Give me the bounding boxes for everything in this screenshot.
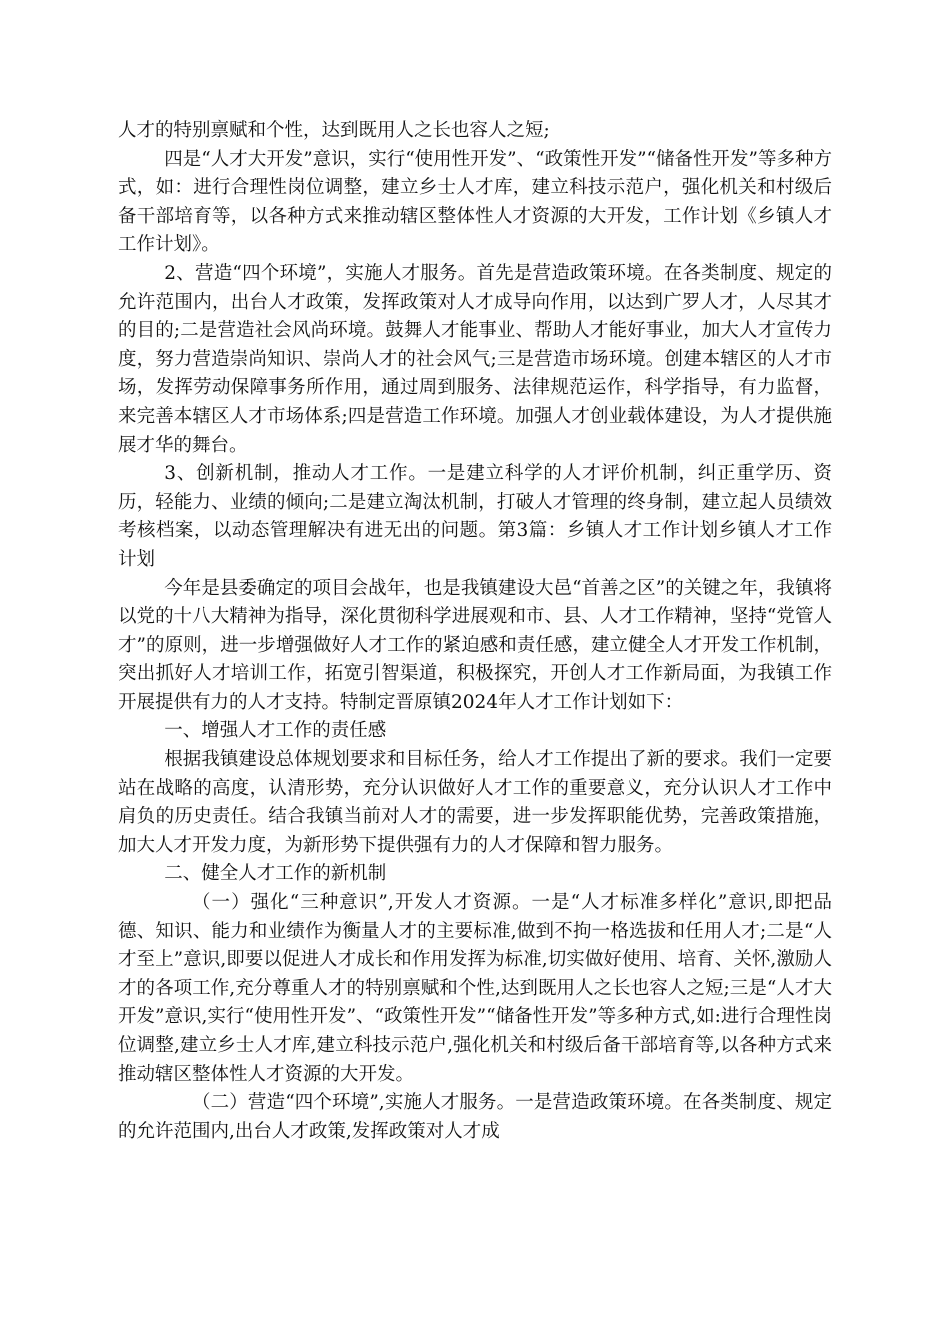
paragraph-3: 2、营造“四个环境”，实施人才服务。首先是营造政策环境。在各类制度、规定的允许范围内，出台人才政策，发挥政策对人才成导向作用，以达到广罗人才，人尽其才的目的;二是营造社会风尚环境。鼓舞人才能事业、帮助人才能好事业，加大人才宣传力度，努力营造崇尚知识、崇尚人才的社会风气;三是营造市场环境。创建本辖区的人才市场，发挥劳动保障事务所作用，通过周到服务、法律规范运作，科学指导，有力监督，来完善本辖区人才市场体系;四是营造工作环境。加强人才创业载体建设，为人才提供施展才华的舞台。 (118, 262, 832, 456)
paragraph-6: 根据我镇建设总体规划要求和目标任务，给人才工作提出了新的要求。我们一定要站在战略的高度，认清形势，充分认识做好人才工作的重要意义，充分认识人才工作中肩负的历史责任。结合我镇当前对人才的需要，进一步发挥职能优势，完善政策措施，加大人才开发力度，为新形势下提供强有力的人才保障和智力服务。 (118, 749, 832, 856)
document-page (118, 117, 832, 1146)
paragraph-7: （一）强化“三种意识”,开发人才资源。一是“人才标准多样化”意识,即把品德、知识、能力和业绩作为衡量人才的主要标准,做到不拘一格选拔和任用人才;二是“人才至上”意识,即要以促进人才成长和作用发挥为标准,切实做好使用、培育、关怀,激励人才的各项工作,充分尊重人才的特别禀赋和个性,达到既用人之长也容人之短;三是“人才大开发”意识,实行“使用性开发”、“政策性开发”“储备性开发”等多种方式,如:进行合理性岗位调整,建立乡士人才库,建立科技示范户,强化机关和村级后备干部培育等,以各种方式来推动辖区整体性人才资源的大开发。 (118, 892, 832, 1085)
paragraph-5: 今年是县委确定的项目会战年，也是我镇建设大邑“首善之区”的关键之年，我镇将以党的十八大精神为指导，深化贯彻科学进展观和市、县、人才工作精神，坚持“党管人才”的原则，进一步增强做好人才工作的紧迫感和责任感，建立健全人才开发工作机制，突出抓好人才培训工作，拓宽引智渠道，积极探究，开创人才工作新局面，为我镇工作开展提供有力的人才支持。特制定晋原镇2024年人才工作计划如下： (118, 577, 832, 713)
section-heading-1: 一、增强人才工作的责任感 (164, 720, 387, 742)
paragraph-4: 3、创新机制，推动人才工作。一是建立科学的人才评价机制，纠正重学历、资历，轻能力、业绩的倾向;二是建立淘汰机制，打破人才管理的终身制，建立起人员绩效考核档案，以动态管理解决有进无出的问题。第3篇：乡镇人才工作计划乡镇人才工作计划 (118, 463, 832, 570)
paragraph-2: 四是“人才大开发”意识，实行“使用性开发”、“政策性开发”“储备性开发”等多种方式，如：进行合理性岗位调整，建立乡士人才库，建立科技示范户，强化机关和村级后备干部培育等，以各种方式来推动辖区整体性人才资源的大开发，工作计划《乡镇人才工作计划》。 (118, 148, 832, 256)
paragraph-1: 人才的特别禀赋和个性，达到既用人之长也容人之短; (118, 120, 550, 141)
section-heading-2: 二、健全人才工作的新机制 (164, 863, 387, 885)
paragraph-8: （二）营造“四个环境”,实施人才服务。一是营造政策环境。在各类制度、规定的允许范围内,出台人才政策,发挥政策对人才成 (118, 1092, 832, 1142)
